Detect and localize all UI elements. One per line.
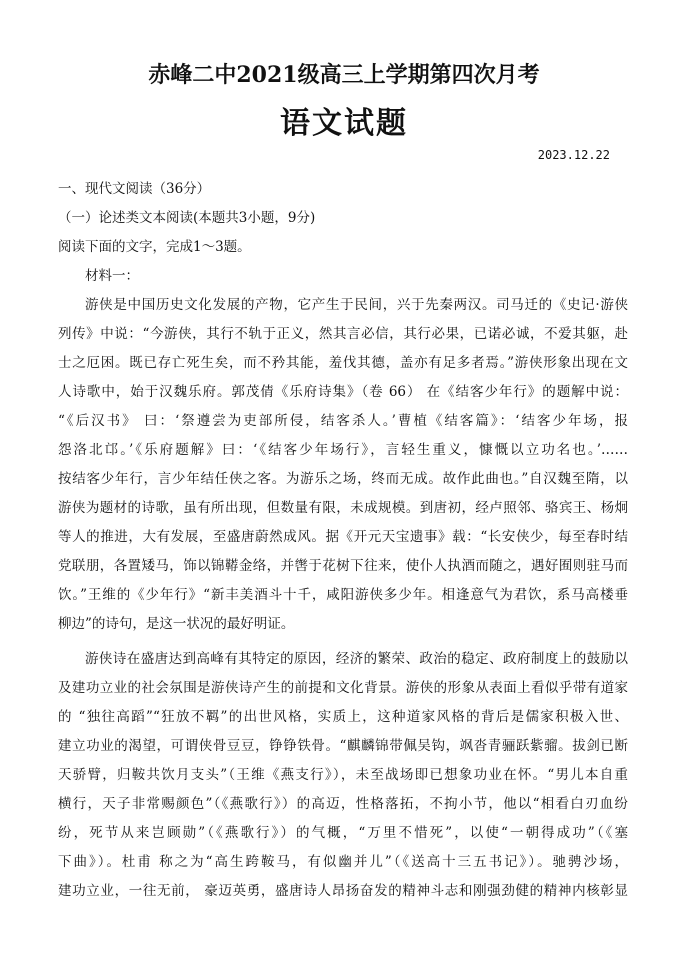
paragraph-line: 柳边”的诗句，是这一状况的最好明证。 [58,616,295,632]
paragraph-line: 及建功立业的社会氛围是游侠诗产生的前提和文化背景。游侠的形象从表面上看似乎带有道家 [58,680,628,696]
paragraph-line: 人诗歌中，始于汉魏乐府。郭茂倩《乐府诗集》（卷 66） 在《结客少年行》的题解中说： [58,384,628,400]
paragraph-line: 横行，天子非常赐颜色”（《燕歌行》）的高迈，性格落拓，不拘小节，他以“相看白刃血纷 [58,796,628,812]
paragraph-line: 游侠为题材的诗歌，虽有所出现，但数量有限，未成规模。到唐初，经卢照邻、骆宾王、杨炯 [58,500,628,516]
paragraph-line: 的 “独往高蹈”“狂放不羁”的出世风格，实质上，这种道家风格的背后是儒家积极入世、 [58,709,628,725]
instruction-text: 阅读下面的文字，完成1～3题。 [58,239,251,255]
subsection-heading: （一）论述类文本阅读(本题共3小题，9分) [58,210,316,226]
paragraph-line: 游侠是中国历史文化发展的产物，它产生于民间，兴于先秦两汉。司马迁的《史记·游侠 [85,297,628,313]
material-label: 材料一： [85,268,139,284]
paragraph-line: 建立功业的渴望，可谓侠骨豆豆，铮铮铁骨。“麒麟锦带佩吴钩，飒沓青骊跃紫骝。拔剑已断 [58,738,628,754]
paragraph-line: 按结客少年行，言少年结任侠之客。为游乐之场，终而无成。故作此曲也。”自汉魏至隋，以 [58,471,628,487]
paragraph-line: 下曲》）。杜甫 称之为“高生跨鞍马，有似幽并儿”（《送高十三五书记》）。驰骋沙场， [58,854,628,870]
paragraph-line: 纷，死节从来岂顾勋”（《燕歌行》）的气概，“万里不惜死”，以使“一朝得成功”（《塞 [58,825,628,841]
exam-subject-title: 语文试题 [280,106,408,141]
paragraph-line: 列传》中说：“今游侠，其行不轨于正义，然其言必信，其行必果，已诺必诚，不爱其躯，赴 [58,326,628,342]
paragraph-line: 天骄臂，归鞍共饮月支头”（王维《燕支行》），未至战场即已想象功业在怀。“男儿本自重 [58,767,628,783]
exam-date: 2023.12.22 [537,148,610,162]
paragraph-line: 建功立业，一往无前， 豪迈英勇，盛唐诗人昂扬奋发的精神斗志和刚强劲健的精神内核彰显 [58,883,628,899]
paragraph-line: “《后汉书》 曰：‘祭遵尝为吏部所侵，结客杀人。’曹植《结客篇》：‘结客少年场，报 [58,413,628,429]
paragraph-line: 等人的推进，大有发展，至盛唐蔚然成风。据《开元天宝遗事》载：“长安侠少，每至春时结 [58,529,628,545]
paragraph-line: 士之厄困。既已存亡死生矣，而不矜其能，羞伐其德，盖亦有足多者焉。”游侠形象出现在文 [58,355,628,371]
paragraph-line: 怨洛北邙。’《乐府题解》曰：‘《结客少年场行》，言轻生重义，慷慨以立功名也。’…… [58,442,628,458]
paragraph-line: 饮。”王维的《少年行》“新丰美酒斗十千，咸阳游侠多少年。相逢意气为君饮，系马高楼垂 [58,587,628,603]
paragraph-line: 党联朋，各置矮马，饰以锦鞯金络，并辔于花树下往来，使仆人执酒而随之，遇好囿则驻马而 [58,558,628,574]
exam-title: 赤峰二中2021级高三上学期第四次月考 [148,62,540,88]
section-heading: 一、现代文阅读（36分） [58,181,211,197]
paragraph-line: 游侠诗在盛唐达到高峰有其特定的原因，经济的繁荣、政治的稳定、政府制度上的鼓励以 [85,651,628,667]
